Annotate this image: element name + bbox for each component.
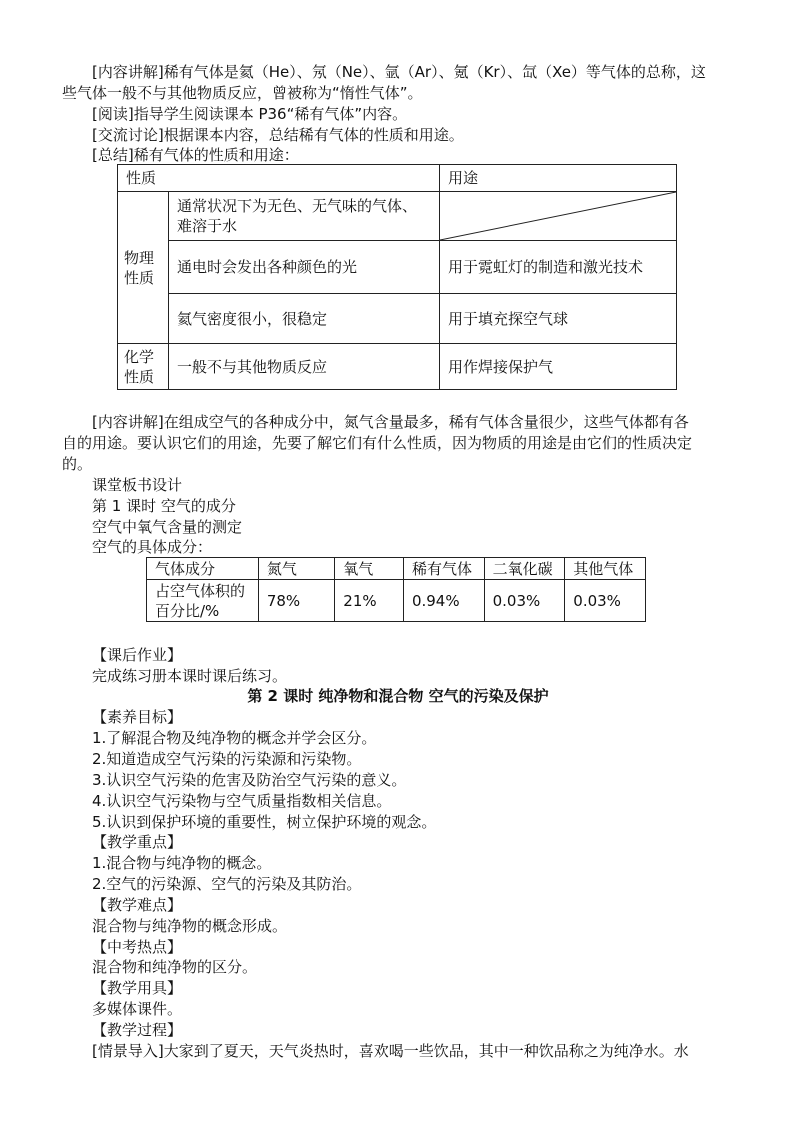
para-rare-gas-intro-cont: 些气体一般不与其他物质反应，曾被称为“惰性气体”。 [62, 84, 423, 102]
exam-hot-text: 混合物和纯净物的区分。 [92, 958, 258, 976]
key-points-heading: 【教学重点】 [92, 833, 183, 851]
cell-prop-1: 通常状况下为无色、无气味的气体、难溶于水 [169, 192, 440, 241]
comp-header-2: 氧气 [335, 558, 404, 580]
header-use: 用途 [440, 165, 677, 192]
cell-prop-4: 一般不与其他物质反应 [169, 344, 440, 390]
para-explain-2-cont: 自的用途。要认识它们的用途，先要了解它们有什么性质，因为物质的用途是由它们的性质决定 [62, 434, 693, 452]
goal-3: 3.认识空气污染的危害及防治空气污染的意义。 [92, 771, 407, 789]
homework-heading: 【课后作业】 [92, 646, 183, 664]
para-explain-2: [内容讲解]在组成空气的各种成分中，氮气含量最多，稀有气体含量很少，这些气体都有各 [92, 413, 689, 431]
lesson-1-title: 第 1 课时 空气的成分 [92, 497, 236, 515]
key-point-2: 2.空气的污染源、空气的污染及其防治。 [92, 875, 362, 893]
comp-header-1: 氮气 [258, 558, 334, 580]
comp-value-0: 78% [258, 580, 334, 622]
para-rare-gas-intro: [内容讲解]稀有气体是氦（He）、氖（Ne）、氩（Ar）、氪（Kr）、氙（Xe）等气体的总称，这 [92, 63, 706, 81]
cell-use-2: 用于霓虹灯的制造和激光技术 [440, 241, 677, 294]
oxygen-measure: 空气中氧气含量的测定 [92, 518, 243, 536]
comp-value-2: 0.94% [403, 580, 484, 622]
lesson-2-title: 第 2 课时 纯净物和混合物 空气的污染及保护 [247, 687, 549, 705]
comp-header-3: 稀有气体 [403, 558, 484, 580]
rare-gas-table [117, 164, 677, 390]
comp-value-4: 0.03% [565, 580, 646, 622]
chemical-property-label: 化学性质 [118, 344, 169, 390]
goal-4: 4.认识空气污染物与空气质量指数相关信息。 [92, 792, 392, 810]
comp-value-3: 0.03% [484, 580, 565, 622]
diagonal-line [440, 192, 676, 240]
board-design-heading: 课堂板书设计 [92, 476, 183, 494]
cell-use-3: 用于填充探空气球 [440, 294, 677, 344]
goal-1: 1.了解混合物及纯净物的概念并学会区分。 [92, 729, 377, 747]
cell-prop-2: 通电时会发出各种颜色的光 [169, 241, 440, 294]
homework-text: 完成练习册本课时课后练习。 [92, 667, 288, 685]
comp-row-label: 占空气体积的百分比/% [147, 580, 259, 622]
comp-header-5: 其他气体 [565, 558, 646, 580]
para-discussion: [交流讨论]根据课本内容，总结稀有气体的性质和用途。 [92, 126, 464, 144]
air-components: 空气的具体成分： [92, 538, 213, 556]
difficulty-heading: 【教学难点】 [92, 896, 183, 914]
header-property: 性质 [118, 165, 440, 192]
exam-hot-heading: 【中考热点】 [92, 938, 183, 956]
cell-prop-3: 氦气密度很小，很稳定 [169, 294, 440, 344]
key-point-1: 1.混合物与纯净物的概念。 [92, 854, 272, 872]
tools-heading: 【教学用具】 [92, 979, 183, 997]
air-composition-table [146, 557, 646, 622]
physical-property-label: 物理性质 [118, 192, 169, 344]
goal-5: 5.认识到保护环境的重要性，树立保护环境的观念。 [92, 813, 437, 831]
para-summary: [总结]稀有气体的性质和用途： [92, 146, 299, 164]
cell-use-1-diagonal [440, 192, 677, 241]
goals-heading: 【素养目标】 [92, 708, 183, 726]
para-reading: [阅读]指导学生阅读课本 P36“稀有气体”内容。 [92, 105, 408, 123]
process-heading: 【教学过程】 [92, 1021, 183, 1039]
comp-value-1: 21% [335, 580, 404, 622]
goal-2: 2.知道造成空气污染的污染源和污染物。 [92, 750, 362, 768]
cell-use-4: 用作焊接保护气 [440, 344, 677, 390]
comp-header-4: 二氧化碳 [484, 558, 565, 580]
difficulty-text: 混合物与纯净物的概念形成。 [92, 917, 288, 935]
comp-header-0: 气体成分 [147, 558, 259, 580]
para-explain-2-end: 的。 [62, 455, 93, 473]
scene-intro: [情景导入]大家到了夏天，天气炎热时，喜欢喝一些饮品，其中一种饮品称之为纯净水。水 [92, 1042, 689, 1060]
tools-text: 多媒体课件。 [92, 1000, 183, 1018]
